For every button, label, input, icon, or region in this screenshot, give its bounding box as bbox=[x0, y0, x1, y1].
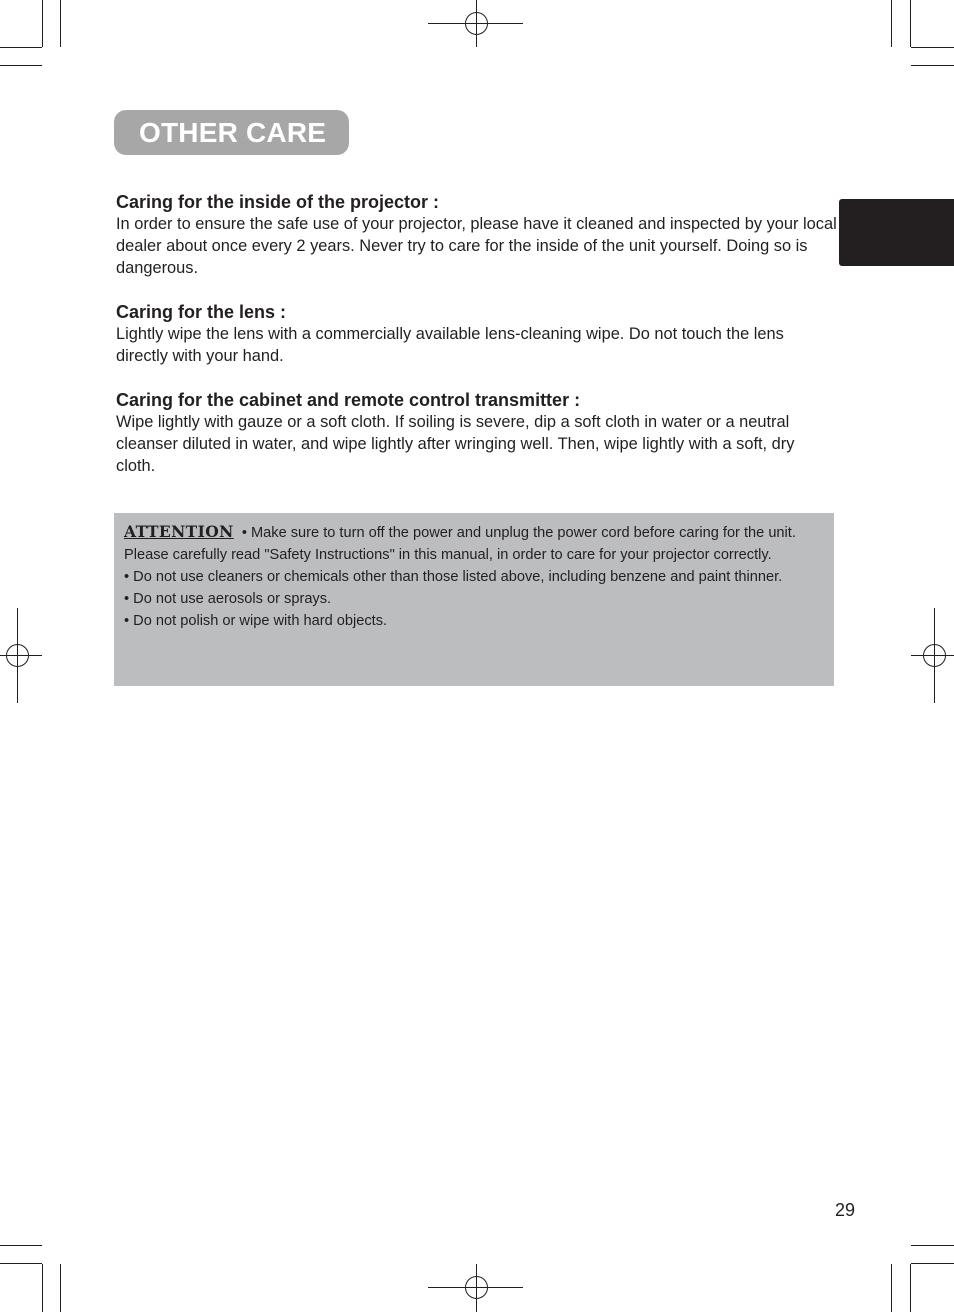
attention-bullet: • Do not use aerosols or sprays. bbox=[124, 591, 332, 607]
attention-first-item bbox=[124, 521, 826, 566]
page-number: 29 bbox=[835, 1200, 856, 1220]
chapter-tab bbox=[839, 199, 954, 266]
page-title-banner bbox=[114, 110, 349, 155]
attention-bullet: • Do not polish or wipe with hard objects. bbox=[124, 613, 388, 629]
section-body: Wipe lightly with gauze or a soft cloth. If soiling is severe, dip a soft cloth in water or a neutral cleanser diluted in water, and wipe lightly after wringing well. Then, wipe lightly with a soft, dry cloth. bbox=[116, 413, 795, 475]
page-title: OTHER CARE bbox=[139, 117, 327, 148]
section-heading: Caring for the lens : bbox=[116, 302, 287, 322]
attention-text: • Make sure to turn off the power and unplug the power cord before caring for the unit. Please carefully read "Safety Instructions" in this manual, in order to care for your projector correctly. bbox=[124, 525, 796, 563]
attention-box bbox=[114, 513, 834, 686]
attention-bullet: • Do not use cleaners or chemicals other than those listed above, including benzene and paint thinner. bbox=[124, 569, 783, 585]
section-inside-projector bbox=[116, 191, 838, 279]
section-lens bbox=[116, 301, 838, 367]
attention-label: ATTENTION bbox=[124, 522, 234, 541]
section-body: In order to ensure the safe use of your projector, please have it cleaned and inspected by your local dealer about once every 2 years. Never try to care for the inside of the unit yourself. Doing so is dangerous. bbox=[116, 215, 837, 277]
section-body: Lightly wipe the lens with a commercially available lens-cleaning wipe. Do not touch the lens directly with your hand. bbox=[116, 325, 784, 365]
section-cabinet-remote bbox=[116, 389, 838, 477]
section-heading: Caring for the inside of the projector : bbox=[116, 192, 440, 212]
care-sections bbox=[116, 191, 838, 477]
section-heading: Caring for the cabinet and remote control transmitter : bbox=[116, 390, 581, 410]
